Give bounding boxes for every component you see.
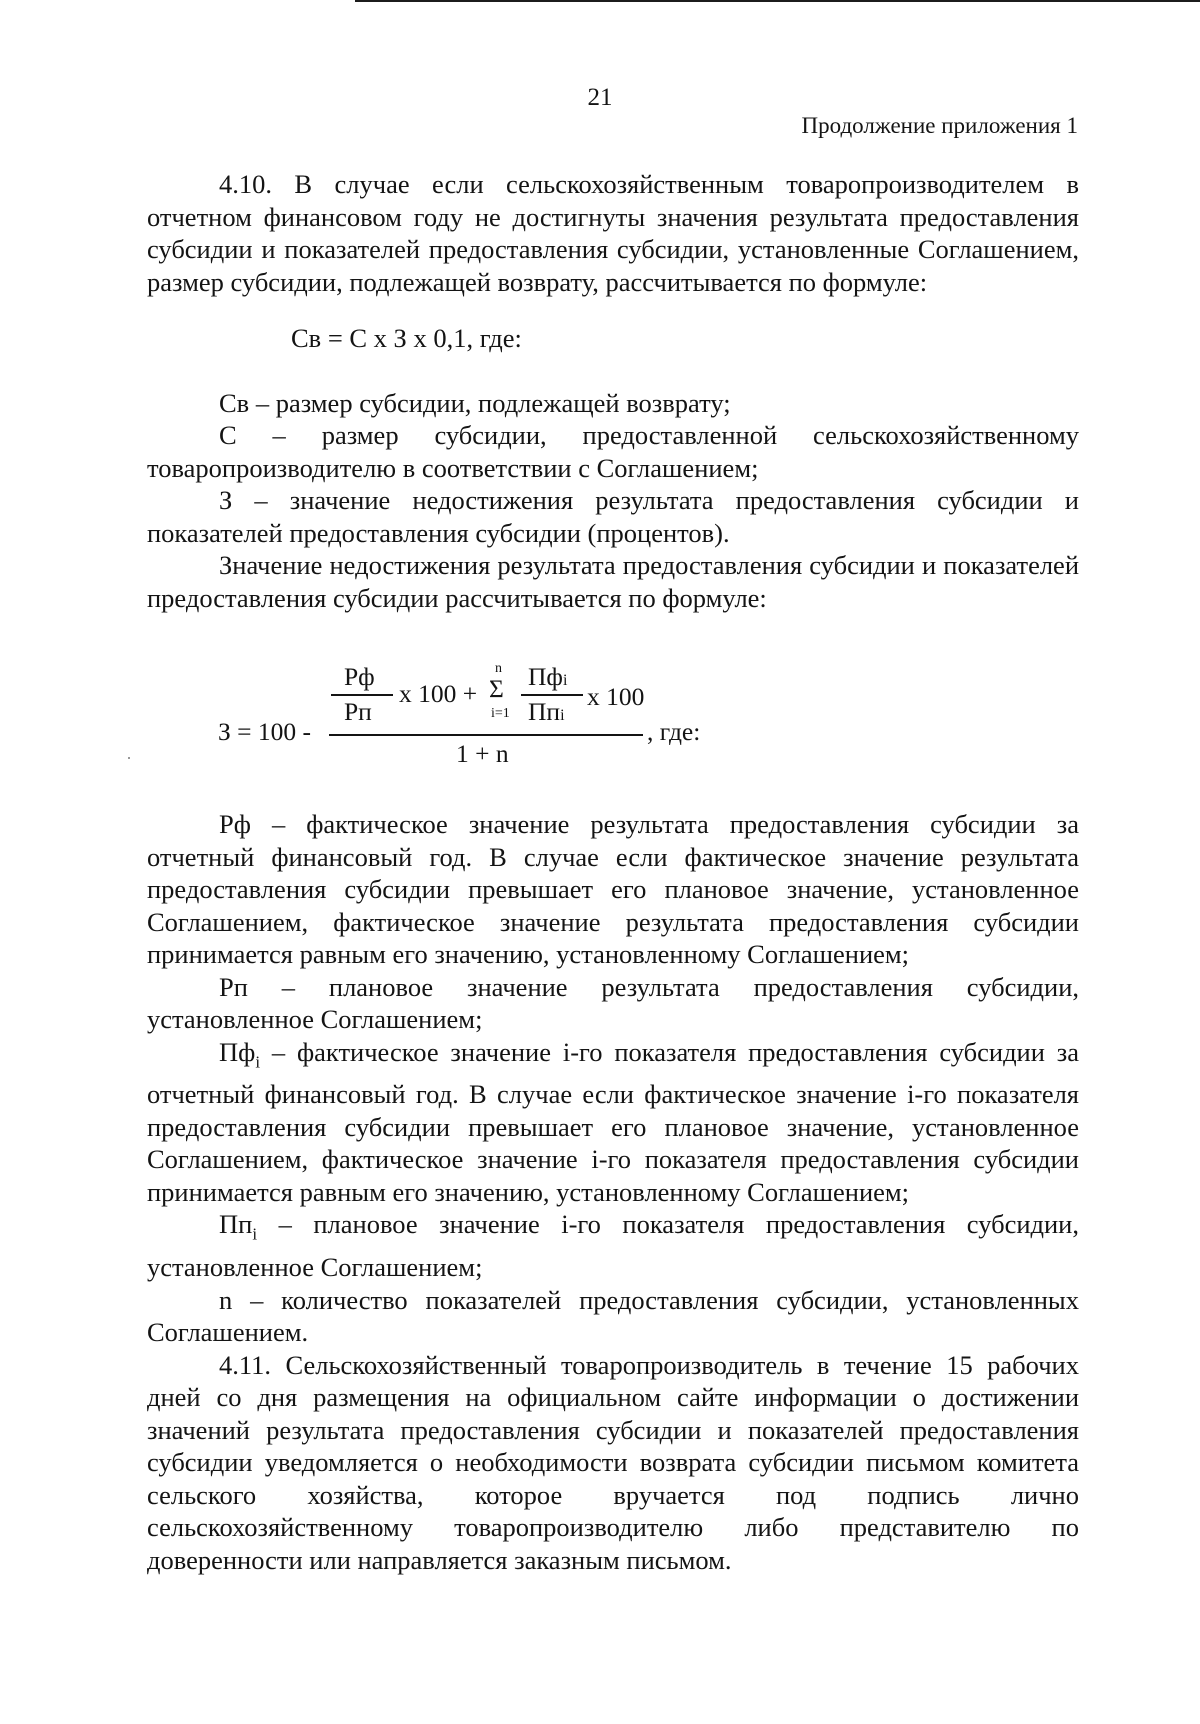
definition-pp [147, 1208, 1079, 1283]
scan-speck [128, 757, 130, 759]
formula-z-frac2-den [528, 699, 565, 725]
formula-z-sum-upper: n [495, 661, 502, 676]
definition-pf-symbol: Пф [219, 1036, 256, 1067]
formula-z-sum-lower: i=1 [491, 706, 510, 721]
document-body [147, 168, 1079, 1576]
formula-z-frac2-num [528, 664, 567, 690]
definition-pp-symbol: Пп [219, 1209, 253, 1240]
definition-pf-text: – фактическое значение i-го показателя предоставления субсидии за отчетный финансовый год. В случае если фактическое значение i-го показателя предоставления субсидии превышает его плановое значение, установленное Соглашением, фактическое значение i-го показателя предоставления субсидии принимается равным его значению, установленному Соглашением; [147, 1036, 1079, 1207]
paragraph-4-10: 4.10. В случае если сельскохозяйственным товаропроизводителем в отчетном финансовом году не достигнуты значения результата предоставления субсидии и показателей предоставления субсидии, установленные Соглашением, размер субсидии, подлежащей возврату, рассчитывается по формуле: [147, 169, 1079, 297]
definition-pp-sub: i [252, 1224, 258, 1244]
definition-pf-sub: i [255, 1051, 261, 1071]
definition-cb: Св – размер субсидии, подлежащей возврату; [219, 387, 731, 418]
appendix-continuation-label: Продолжение приложения 1 [801, 113, 1078, 138]
formula-z-main-bar [329, 734, 643, 736]
formula-z-frac2-num-symbol: Пф [528, 662, 563, 691]
formula-z-suffix: , где: [647, 717, 701, 746]
scan-edge-line [355, 0, 1200, 2]
definition-rp: Рп – плановое значение результата предоставления субсидии, установленное Соглашением; [147, 971, 1079, 1034]
definition-z: З – значение недостижения результата предоставления субсидии и показателей предоставления субсидии (процентов). [147, 485, 1079, 548]
definition-n: n – количество показателей предоставления субсидии, установленных Соглашением. [147, 1284, 1079, 1348]
definition-rf: Рф – фактическое значение результата предоставления субсидии за отчетный финансовый год. В случае если фактическое значение результата предоставления субсидии превышает его плановое значение, установленное Соглашением, фактическое значение результата предоставления субсидии принимается равным его значению, установленному Соглашением; [147, 809, 1079, 969]
formula-z-sum-symbol: Σ [489, 674, 504, 703]
definition-c: С – размер субсидии, предоставленной сельскохозяйственному товаропроизводителю в соответствии с Соглашением; [147, 420, 1079, 483]
formula-z-frac1-bar [331, 694, 393, 696]
formula-z-frac2-den-symbol: Пп [528, 697, 561, 726]
z-formula-intro: Значение недостижения результата предоставления субсидии и показателей предоставления субсидии рассчитывается по формуле: [147, 550, 1079, 613]
formula-z-numerator-frac1-den: Рп [344, 697, 372, 726]
paragraph-4-11: 4.11. Сельскохозяйственный товаропроизводитель в течение 15 рабочих дней со дня размещения на официальном сайте информации о достижении значений результата предоставления субсидии и показателей предоставления субсидии уведомляется о необходимости возврата субсидии письмом комитета сельского хозяйства, которое вручается под подпись лично сельскохозяйственному товаропроизводителю либо представителю по доверенности или направляется заказным письмом. [147, 1349, 1079, 1575]
formula-z [147, 624, 1079, 792]
definition-pp-text: – плановое значение i-го показателя предоставления субсидии, установленное Соглашением; [147, 1209, 1079, 1283]
formula-z-numerator-frac1-num: Рф [344, 662, 375, 691]
formula-cb: Св = С х З х 0,1, где: [291, 323, 522, 353]
formula-z-frac2-den-sub: i [560, 707, 565, 724]
formula-z-denominator: 1 + n [456, 739, 509, 768]
definition-pf [147, 1036, 1079, 1209]
formula-z-times-100-plus: х 100 + [399, 679, 478, 708]
formula-z-lhs: З = 100 - [218, 717, 312, 746]
formula-z-frac2-bar [521, 694, 583, 696]
formula-z-frac2-num-sub: i [562, 672, 568, 689]
page-number: 21 [587, 84, 613, 111]
formula-z-times-100: х 100 [587, 682, 645, 711]
